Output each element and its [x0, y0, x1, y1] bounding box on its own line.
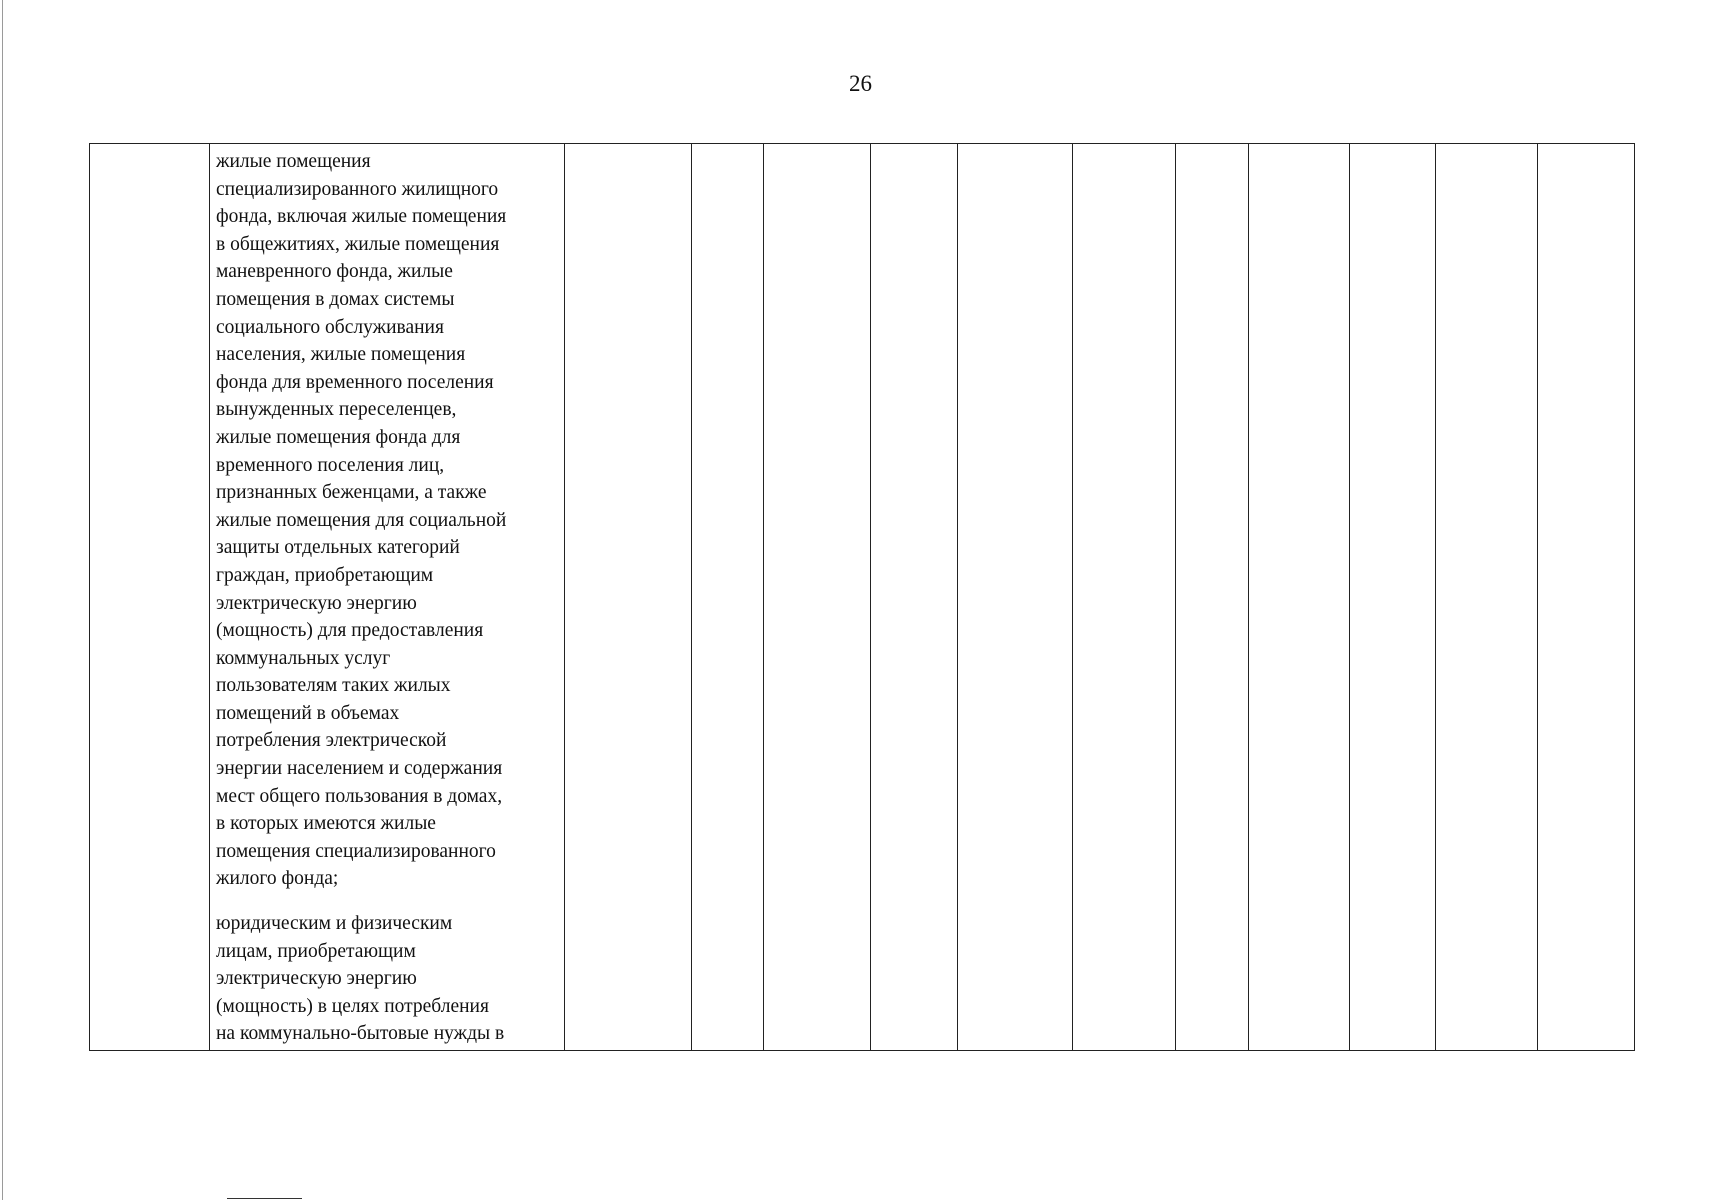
table-cell-empty: [1249, 144, 1350, 1051]
description-paragraph-2: юридическим и физическим лицам, приобретающим электрическую энергию (мощность) в целях потребления на коммунально-бытовые нужды в: [216, 913, 505, 1045]
document-table: [89, 143, 1635, 1051]
table-row: [90, 144, 1635, 1051]
table-cell-empty: [764, 144, 871, 1051]
page-number: 26: [849, 71, 872, 96]
page-edge: [2, 0, 3, 1200]
table-cell-empty: [1176, 144, 1249, 1051]
table-cell-empty: [1538, 144, 1635, 1051]
table-cell-empty: [958, 144, 1073, 1051]
table-cell-empty: [1073, 144, 1176, 1051]
table-cell-description: [210, 144, 565, 1051]
table-cell-empty: [871, 144, 958, 1051]
table-cell-empty: [1350, 144, 1436, 1051]
table-cell-number: [90, 144, 210, 1051]
footnote-rule: [227, 1198, 302, 1199]
description-paragraph-1: жилые помещения специализированного жилищного фонда, включая жилые помещения в общежитиях, жилые помещения маневренного фонда, жилые помещения в домах системы социального обслуживания населения, жилые помещения фонда для временного поселения вынужденных переселенцев, жилые помещения фонда для временного поселения лиц, признанных беженцами, а также жилые помещения для социальной защиты отдельных категорий граждан, приобретающим электрическую энергию (мощность) для предоставления коммунальных услуг пользователям таких жилых помещений в объемах потребления электрической энергии населением и содержания мест общего пользования в домах, в которых имеются жилые помещения специализированного жилого фонда;: [216, 151, 507, 890]
table-cell-empty: [565, 144, 692, 1051]
table-cell-empty: [692, 144, 764, 1051]
table-cell-empty: [1436, 144, 1538, 1051]
